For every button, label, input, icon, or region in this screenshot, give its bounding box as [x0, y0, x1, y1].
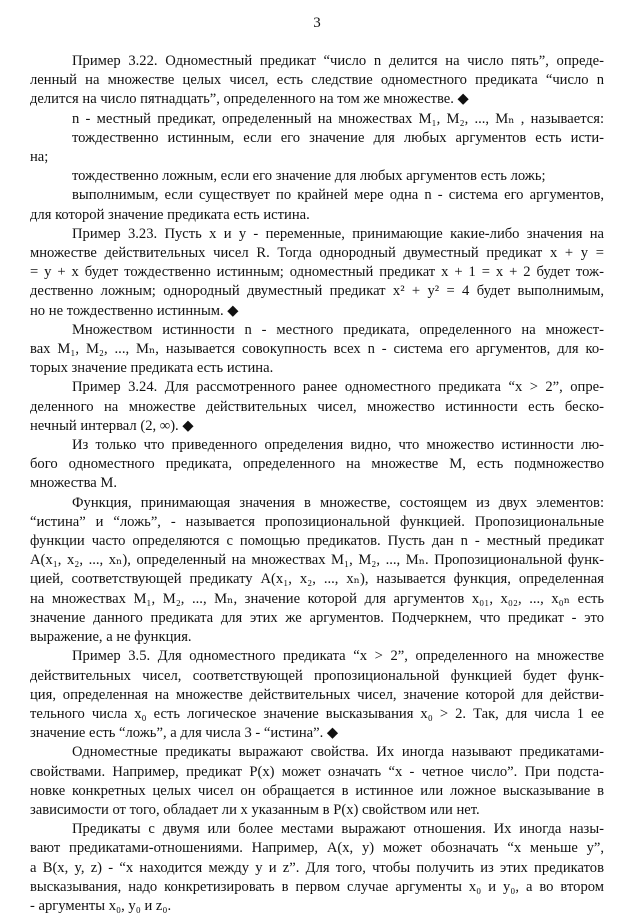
text-line: тождественно истинным, если его значение для любых аргументов есть исти- [72, 129, 604, 146]
text-line: торых значение предиката есть истина. [30, 360, 274, 377]
text-line: функции часто определяются с помощью предикатов. Пусть дан n - местный предикат [30, 533, 604, 550]
body-text [30, 52, 604, 916]
text-line: нечный интервал (2, ∞). ◆ [30, 417, 194, 434]
text-line: деленного на множестве действительных чисел, множество истинности есть беско- [30, 398, 604, 415]
text-line: бого одноместного предиката, определенного на множестве M, есть подмножество [30, 456, 604, 473]
text-line: “истина” и “ложь”, - называется пропозициональной функцией. Пропозициональные [30, 513, 604, 530]
text-line: действительных чисел, соответствующей пропозициональной функцией будет функ- [30, 667, 604, 684]
text-line: выражение, а не функция. [30, 629, 192, 646]
text-line: вают предикатами-отношениями. Например, A(x, y) может обозначать “x меньше y”, [30, 840, 604, 857]
text-line: значение есть “ложь”, а для числа 3 - “истина”. ◆ [30, 725, 339, 742]
text-line: Пример 3.22. Одноместный предикат “число n делится на число пять”, опреде- [72, 53, 604, 69]
text-line: Из только что приведенного определения видно, что множество истинности лю- [72, 437, 604, 454]
text-line: Пример 3.23. Пусть x и y - переменные, принимающие какие-либо значения на [72, 225, 604, 242]
text-line: Функция, принимающая значения в множестве, состоящем из двух элементов: [72, 494, 604, 511]
text-line: = y + x будет тождественно истинным; одноместный предикат x + 1 = x + 2 будет тож- [30, 264, 604, 281]
text-line: Одноместные предикаты выражают свойства. Их иногда называют предикатами- [72, 744, 604, 761]
text-line: ция, определенная на множестве действительных чисел, значение которой для действи- [30, 686, 604, 703]
text-line: Предикаты с двумя или более местами выражают отношения. Их иногда назы- [72, 821, 604, 838]
text-line: но не тождественно истинным. ◆ [30, 302, 239, 319]
text-line: Пример 3.5. Для одноместного предиката “x > 2”, определенного на множестве [72, 648, 604, 665]
text-line: ленный на множестве целых чисел, есть следствие одноместного предиката “число n [30, 72, 604, 89]
text-line: Пример 3.24. Для рассмотренного ранее одноместного предиката “x > 2”, опре- [72, 379, 604, 396]
text-line: значение данного предиката для этих же аргументов. Подчеркнем, что предикат - это [30, 609, 604, 626]
text-line: зависимости от того, обладает ли x указанным в P(x) свойством или нет. [30, 801, 480, 818]
text-line: делится на число пятнадцать”, определенного на том же множестве. ◆ [30, 91, 469, 108]
text-line: новке конкретных целых чисел он обращается в истинное или ложное высказывание в [30, 782, 604, 799]
text-line: выполнимым, если существует по крайней мере одна n - система его аргументов, [72, 187, 604, 204]
text-line: n - местный предикат, определенный на множествах M₁, M₂, ..., Mₙ , называется: [72, 110, 604, 127]
text-line: дественно ложным; однородный двуместный предикат x² + y² = 4 будет выполнимым, [30, 283, 604, 300]
text-line: множества M. [30, 475, 118, 492]
text-line: тельного числа x₀ есть логическое значение высказывания x₀ > 2. Так, для числа 1 ее [30, 705, 604, 722]
text-line: на множествах M₁, M₂, ..., Mₙ, значение которой для аргументов x₀₁, x₀₂, ..., x₀ₙ есть [30, 590, 604, 607]
text-line: цией, соответствующей предикату A(x₁, x₂, ..., xₙ), называется функция, определенная [30, 571, 604, 588]
page-number: 3 [313, 15, 321, 31]
text-line: свойствами. Например, предикат P(x) может означать “x - четное число”. При подста- [30, 763, 604, 780]
text-line: высказывания, надо конкретизировать в первом случае аргументы x₀ и y₀, а во втором [30, 878, 604, 895]
text-line: для которой значение предиката есть истина. [30, 206, 310, 223]
text-line: тождественно ложным, если его значение для любых аргументов есть ложь; [72, 168, 546, 185]
text-line: вах M₁, M₂, ..., Mₙ, называется совокупность всех n - система его аргументов, для ко- [30, 341, 604, 358]
text-line: A(x₁, x₂, ..., xₙ), определенный на множествах M₁, M₂, ..., Mₙ. Пропозициональной функ- [30, 552, 604, 569]
text-line: Множеством истинности n - местного предиката, определенного на множест- [72, 321, 604, 338]
text-line: множестве действительных чисел R. Тогда однородный двуместный предикат x + y = [30, 245, 604, 262]
text-line: - аргументы x₀, y₀ и z₀. [30, 897, 172, 914]
text-line: а B(x, y, z) - “x находится между y и z”. Для того, чтобы получить из этих предикатов [30, 859, 604, 876]
text-line: на; [30, 149, 49, 166]
